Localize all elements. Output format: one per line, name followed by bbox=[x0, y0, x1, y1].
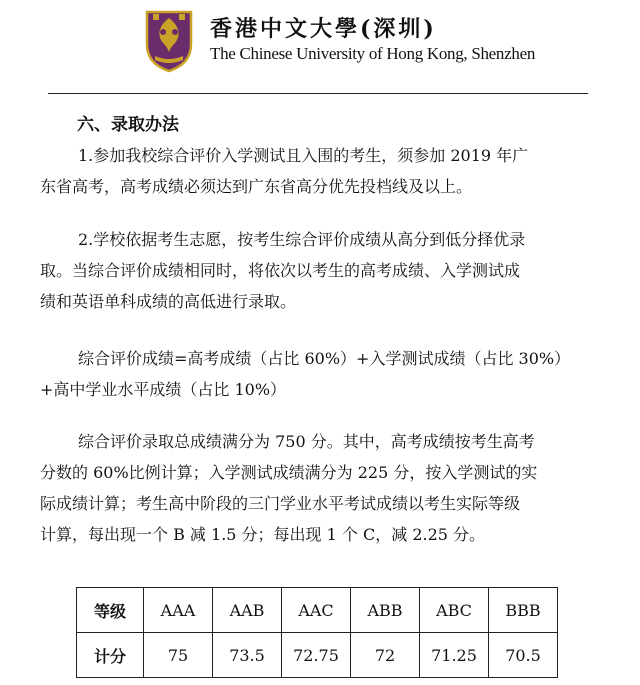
table-cell: 70.5 bbox=[489, 633, 558, 678]
paragraph-1 bbox=[40, 140, 602, 202]
university-name-english: The Chinese University of Hong Kong, Shenzhen bbox=[210, 44, 536, 63]
document-header bbox=[0, 0, 640, 92]
table-row bbox=[77, 588, 558, 633]
paragraph-line: 取。当综合评价成绩相同时，将依次以考生的高考成绩、入学测试成 bbox=[40, 261, 521, 280]
table-cell: 72 bbox=[351, 633, 420, 678]
table-cell: 71.25 bbox=[420, 633, 489, 678]
paragraph-2 bbox=[40, 224, 602, 317]
table-cell: 73.5 bbox=[213, 633, 282, 678]
university-name-chinese: 香港中文大學(深圳) bbox=[210, 16, 437, 42]
formula-paragraph bbox=[40, 343, 602, 405]
table-cell: AAA bbox=[144, 588, 213, 633]
table-header-cell: 等级 bbox=[77, 588, 144, 633]
paragraph-line: 分数的 60%比例计算；入学测试成绩满分为 225 分，按入学测试的实 bbox=[40, 463, 538, 482]
university-crest-icon bbox=[143, 8, 195, 74]
header-divider bbox=[48, 93, 588, 94]
paragraph-line: 际成绩计算；考生高中阶段的三门学业水平考试成绩以考生实际等级 bbox=[40, 494, 521, 513]
grade-score-table bbox=[76, 587, 558, 678]
paragraph-line: 东省高考，高考成绩必须达到广东省高分优先投档线及以上。 bbox=[40, 177, 473, 196]
table-cell: ABC bbox=[420, 588, 489, 633]
table-cell: ABB bbox=[351, 588, 420, 633]
table-cell: BBB bbox=[489, 588, 558, 633]
table-cell: 75 bbox=[144, 633, 213, 678]
paragraph-line: 综合评价录取总成绩满分为 750 分。其中，高考成绩按考生高考 bbox=[78, 432, 535, 451]
paragraph-line: 绩和英语单科成绩的高低进行录取。 bbox=[40, 292, 297, 311]
table-cell: AAC bbox=[282, 588, 351, 633]
table-header-cell: 计分 bbox=[77, 633, 144, 678]
table-cell: AAB bbox=[213, 588, 282, 633]
paragraph-4 bbox=[40, 426, 602, 550]
paragraph-line: 1.参加我校综合评价入学测试且入围的考生，须参加 2019 年广 bbox=[78, 146, 529, 165]
table-cell: 72.75 bbox=[282, 633, 351, 678]
section-title: 六、录取办法 bbox=[77, 115, 179, 135]
paragraph-line: +高中学业水平成绩（占比 10%） bbox=[40, 380, 287, 399]
paragraph-line: 计算，每出现一个 B 减 1.5 分；每出现 1 个 C，减 2.25 分。 bbox=[40, 525, 486, 544]
paragraph-line: 2.学校依据考生志愿，按考生综合评价成绩从高分到低分择优录 bbox=[78, 230, 526, 249]
table-row bbox=[77, 633, 558, 678]
paragraph-line: 综合评价成绩=高考成绩（占比 60%）+入学测试成绩（占比 30%） bbox=[78, 349, 571, 368]
